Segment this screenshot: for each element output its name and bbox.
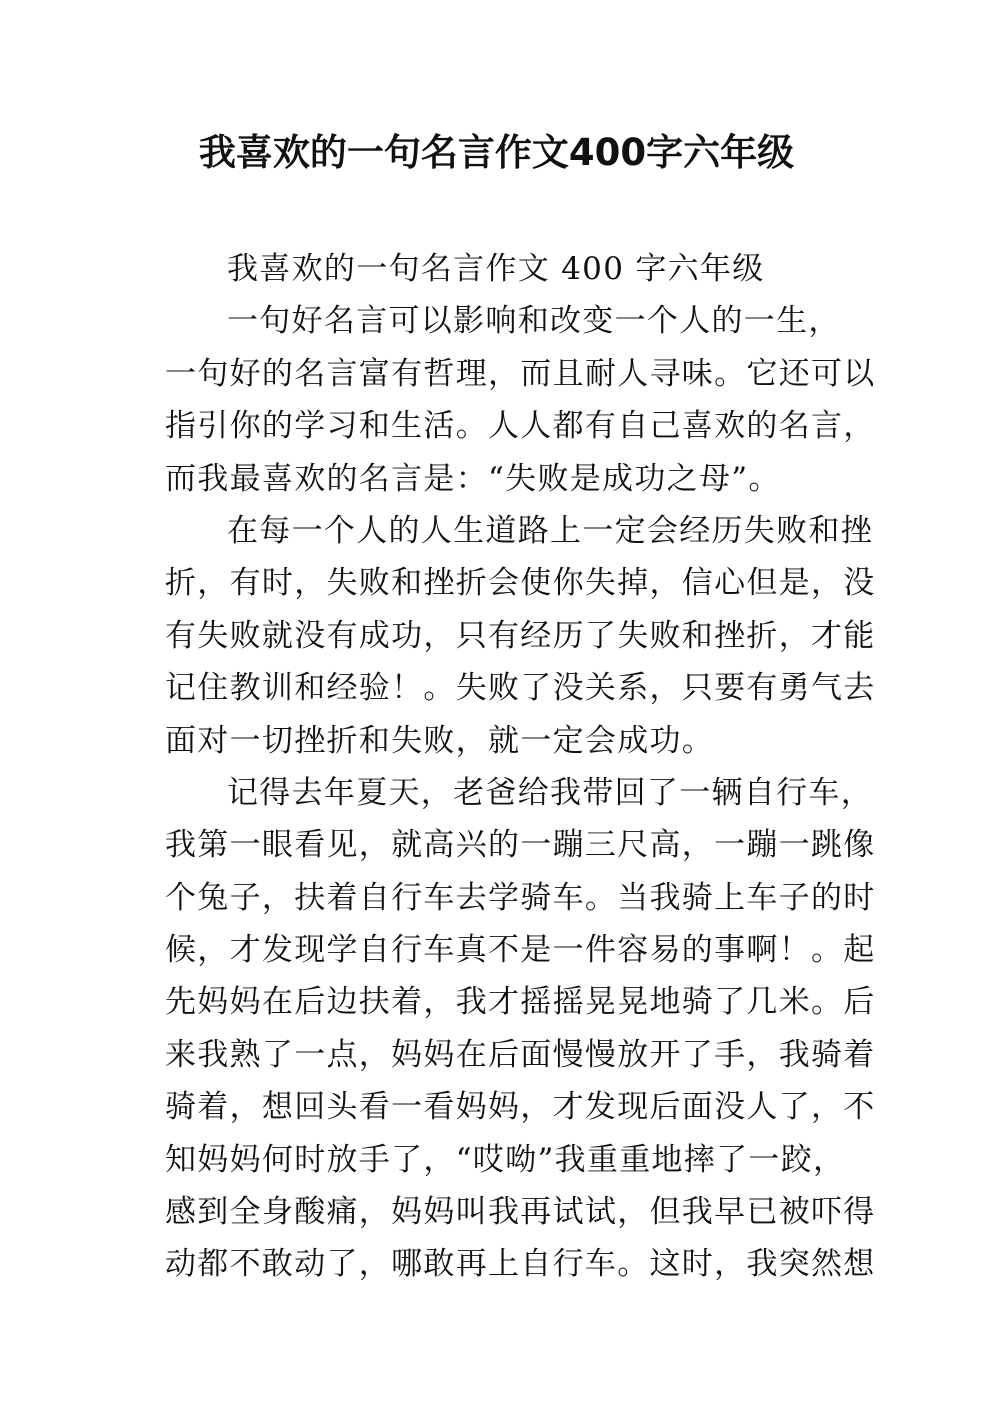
text-line: 知妈妈何时放手了，“哎呦”我重重地摔了一跤，	[165, 1141, 846, 1178]
text-line: 指引你的学习和生活。人人都有自己喜欢的名言，	[165, 408, 876, 445]
text-line: 记得去年夏天，老爸给我带回了一辆自行车，	[227, 774, 873, 811]
text-line: 动都不敢动了，哪敢再上自行车。这时，我突然想	[165, 1246, 876, 1283]
text-line: 个兔子，扶着自行车去学骑车。当我骑上车子的时	[165, 879, 876, 916]
text-line: 骑着，想回头看一看妈妈，才发现后面没人了，不	[165, 1089, 876, 1126]
text-line: 折，有时，失败和挫折会使你失掉，信心但是，没	[165, 565, 876, 602]
text-line: 感到全身酸痛，妈妈叫我再试试，但我早已被吓得	[165, 1194, 876, 1231]
text-line: 候，才发现学自行车真不是一件容易的事啊！。起	[165, 932, 876, 969]
text-line: 有失败就没有成功，只有经历了失败和挫折，才能	[165, 617, 876, 654]
text-line: 一句好的名言富有哲理，而且耐人寻味。它还可以	[165, 355, 876, 392]
text-line: 面对一切挫折和失败，就一定会成功。	[165, 722, 715, 759]
text-line: 先妈妈在后边扶着，我才摇摇晃晃地骑了几米。后	[165, 984, 876, 1021]
text-line: 我第一眼看见，就高兴的一蹦三尺高，一蹦一跳像	[165, 827, 876, 864]
text-line: 记住教训和经验！。失败了没关系，只要有勇气去	[165, 670, 876, 707]
text-line: 在每一个人的人生道路上一定会经历失败和挫	[227, 512, 873, 549]
document-title: 我喜欢的一句名言作文400字六年级	[198, 131, 795, 174]
text-line: 来我熟了一点，妈妈在后面慢慢放开了手，我骑着	[165, 1036, 876, 1073]
document-body	[165, 246, 876, 1294]
text-line: 一句好名言可以影响和改变一个人的一生，	[227, 303, 841, 340]
text-line: 我喜欢的一句名言作文 400 字六年级	[227, 251, 765, 287]
text-line: 而我最喜欢的名言是：“失败是成功之母”。	[165, 460, 781, 497]
